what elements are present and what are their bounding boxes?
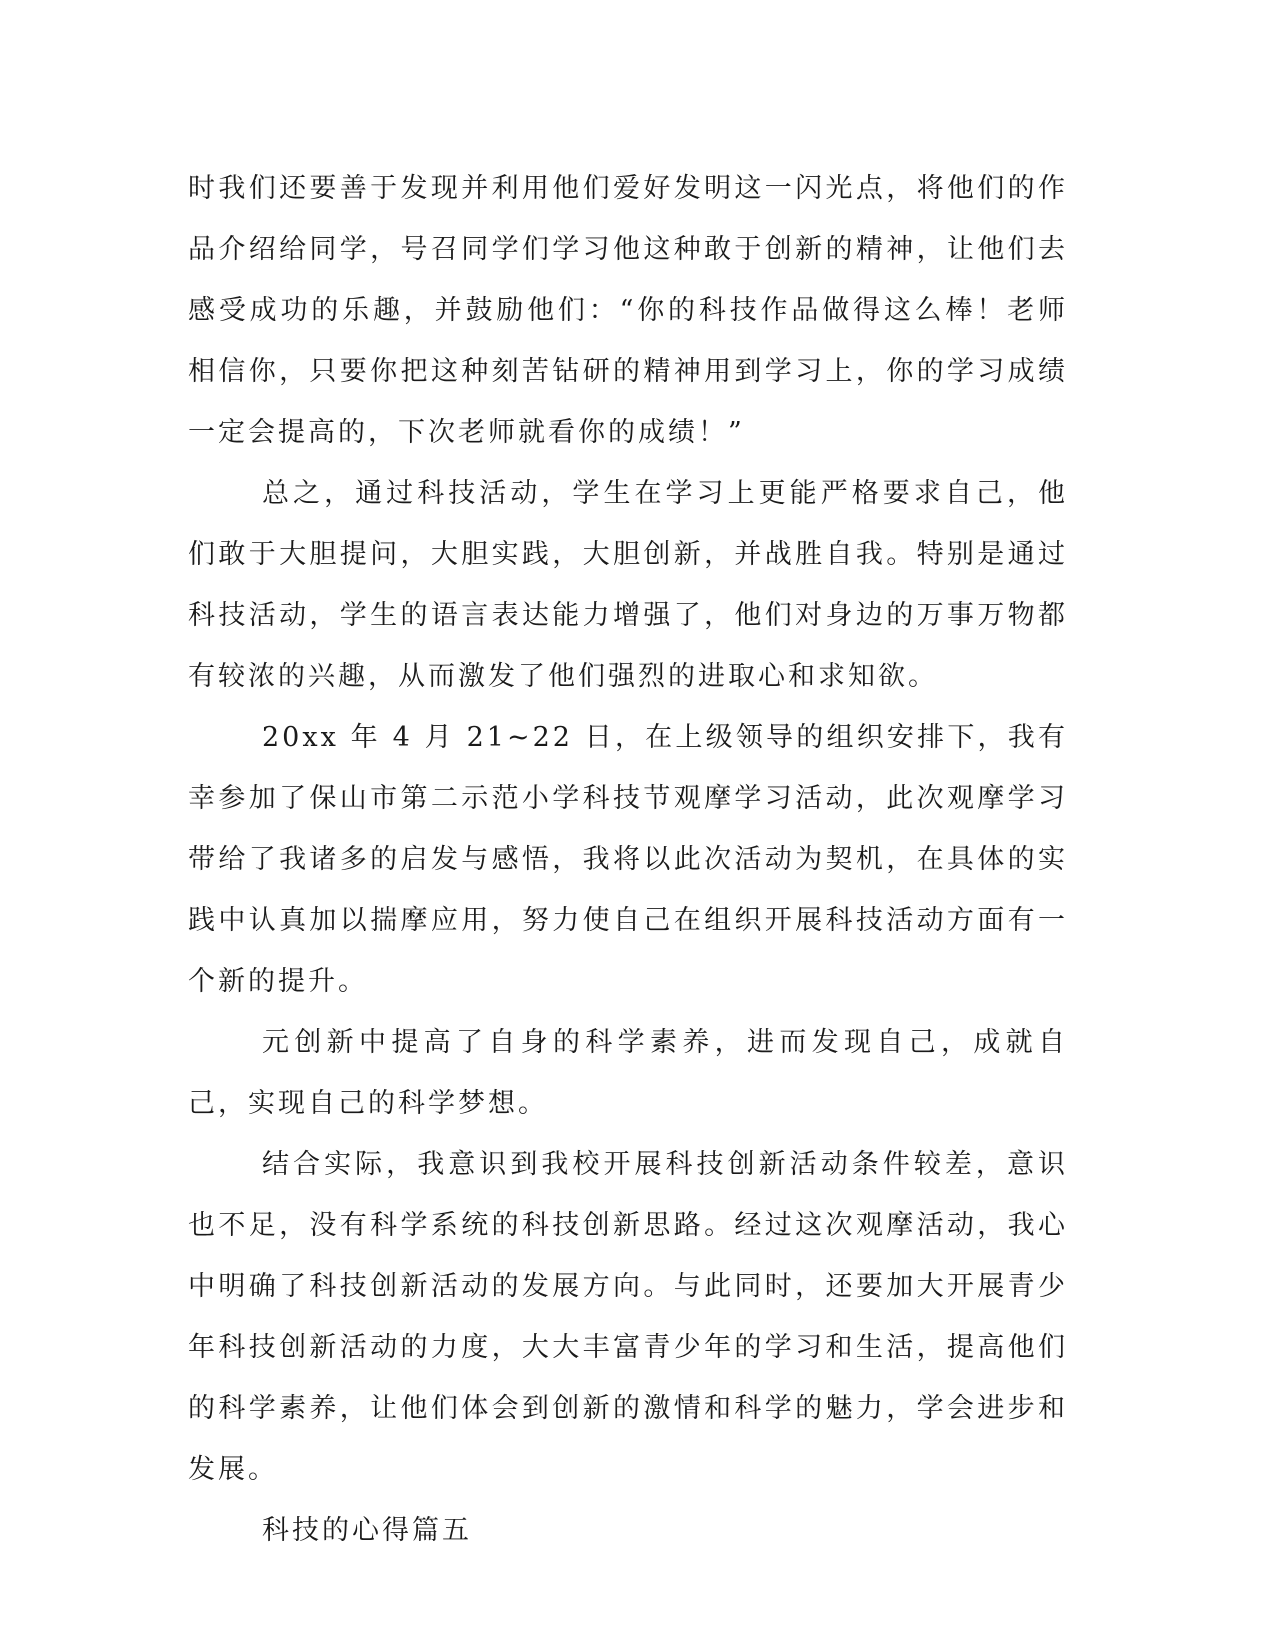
paragraph-5: 结合实际，我意识到我校开展科技创新活动条件较差，意识也不足，没有科学系统的科技创新思路。经过这次观摩活动，我心中明确了科技创新活动的发展方向。与此同时，还要加大开展青少年科技创新活动的力度，大大丰富青少年的学习和生活，提高他们的科学素养，让他们体会到创新的激情和科学的魅力，学会进步和发展。 <box>188 1149 1068 1485</box>
paragraph-2: 总之，通过科技活动，学生在学习上更能严格要求自己，他们敢于大胆提问，大胆实践，大胆创新，并战胜自我。特别是通过科技活动，学生的语言表达能力增强了，他们对身边的万事万物都有较浓的兴趣，从而激发了他们强烈的进取心和求知欲。 <box>188 478 1068 692</box>
paragraph-1: 时我们还要善于发现并利用他们爱好发明这一闪光点，将他们的作品介绍给同学，号召同学们学习他这种敢于创新的精神，让他们去感受成功的乐趣，并鼓励他们：“你的科技作品做得这么棒！老师相信你，只要你把这种刻苦钻研的精神用到学习上，你的学习成绩一定会提高的，下次老师就看你的成绩！” <box>188 173 1068 448</box>
paragraph-3: 20xx 年 4 月 21~22 日，在上级领导的组织安排下，我有幸参加了保山市第二示范小学科技节观摩学习活动，此次观摩学习带给了我诸多的启发与感悟，我将以此次活动为契机，在具体的实践中认真加以揣摩应用，努力使自己在组织开展科技活动方面有一个新的提升。 <box>188 722 1068 997</box>
paragraph-4: 元创新中提高了自身的科学素养，进而发现自己，成就自己，实现自己的科学梦想。 <box>188 1027 1068 1119</box>
document-body <box>188 158 1068 1561</box>
section-heading: 科技的心得篇五 <box>262 1515 472 1546</box>
